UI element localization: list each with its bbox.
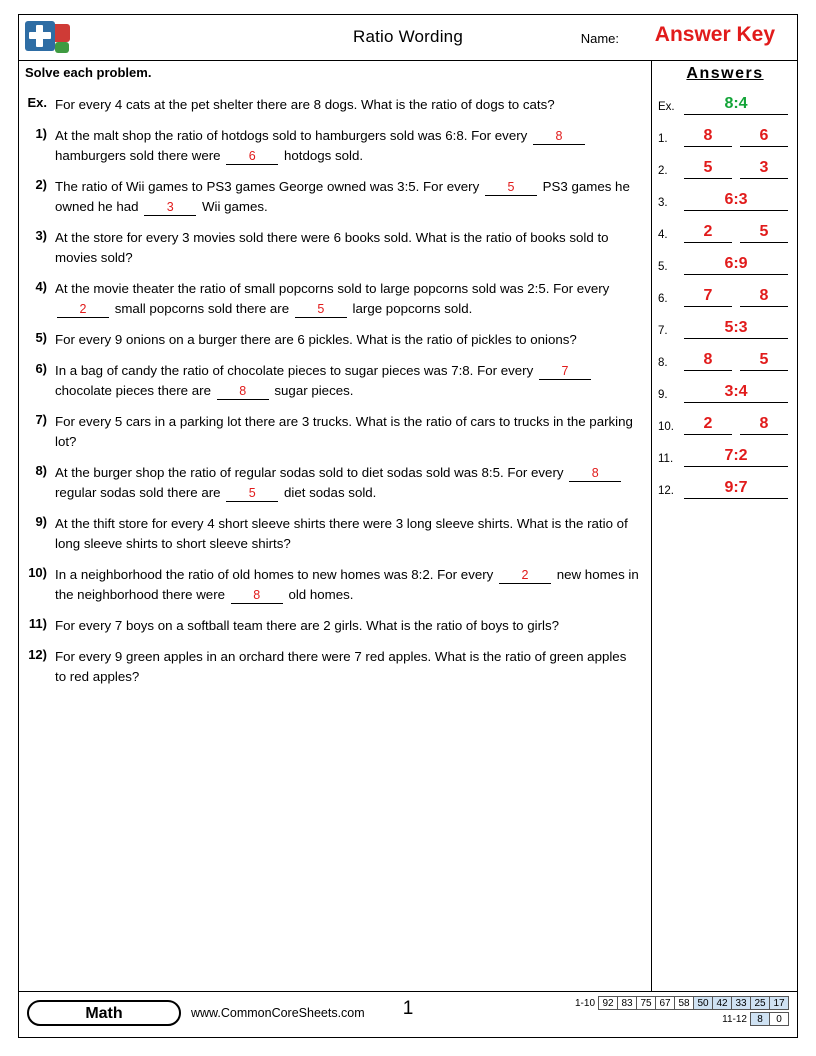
answer-row-label: 10. — [658, 421, 674, 433]
answer-blank[interactable]: 2 — [499, 568, 551, 584]
problem-number: Ex. — [27, 95, 47, 110]
grading-scale-cell: 92 — [598, 996, 618, 1010]
problem-text-segment: In a bag of candy the ratio of chocolate pieces to sugar pieces was 7:8. For every — [55, 363, 534, 378]
problem-text — [55, 126, 641, 166]
answer-value[interactable]: 8 — [740, 414, 788, 435]
answer-row-label: Ex. — [658, 101, 675, 113]
problem-item — [25, 452, 641, 503]
instructions: Solve each problem. — [25, 65, 152, 80]
worksheet-footer — [19, 991, 797, 1036]
problem-text — [55, 228, 641, 268]
answer-row — [658, 179, 788, 211]
problem-text — [55, 279, 641, 319]
name-label: Name: — [580, 31, 619, 46]
problem-text-segment: In a neighborhood the ratio of old homes to new homes was 8:2. For every — [55, 567, 494, 582]
answers-list — [652, 83, 798, 499]
grading-scale-range-label: 1-10 — [574, 997, 595, 1009]
answer-value[interactable]: 5 — [740, 222, 788, 243]
problem-text — [55, 412, 641, 452]
grading-scale-cell: 0 — [769, 1012, 789, 1026]
answer-row-label: 7. — [658, 325, 668, 337]
problem-number: 4) — [35, 279, 47, 294]
answer-blank[interactable]: 8 — [569, 466, 621, 482]
grading-scale-cell: 83 — [617, 996, 637, 1010]
problem-text-segment: hotdogs sold. — [283, 148, 364, 163]
answer-row — [658, 339, 788, 371]
problem-text-segment: For every 9 onions on a burger there are 6 pickles. What is the ratio of pickles to onions? — [55, 332, 577, 347]
answer-value-pair — [684, 158, 788, 179]
answer-row — [658, 147, 788, 179]
answer-value-pair — [684, 126, 788, 147]
problem-text-segment: Wii games. — [201, 199, 268, 214]
grading-scale-row — [561, 996, 789, 1010]
answer-row — [658, 275, 788, 307]
problem-text-segment: At the thift store for every 4 short sleeve shirts there were 3 long sleeve shirts. What is the ratio of long sleeve shirts to short sleeve shirts? — [55, 516, 628, 551]
problem-text-segment: new homes in the neighborhood there were — [55, 567, 639, 602]
answer-row — [658, 243, 788, 275]
answer-blank[interactable]: 5 — [295, 302, 347, 318]
problem-item — [25, 166, 641, 217]
problem-text-segment: At the burger shop the ratio of regular sodas sold to diet sodas sold was 8:5. For every — [55, 465, 564, 480]
answer-key-label: Answer Key — [654, 23, 775, 46]
answer-value-pair — [684, 286, 788, 307]
worksheet-header — [19, 15, 797, 61]
answer-value[interactable]: 6:3 — [684, 190, 788, 211]
problem-item — [25, 401, 641, 452]
grading-scale-cell: 50 — [693, 996, 713, 1010]
problem-text-segment: For every 9 green apples in an orchard there were 7 red apples. What is the ratio of green apples to red apples? — [55, 649, 627, 684]
answer-value[interactable]: 8 — [684, 350, 732, 371]
answer-value[interactable]: 6 — [740, 126, 788, 147]
answer-value[interactable]: 6:9 — [684, 254, 788, 275]
problem-number: 6) — [35, 361, 47, 376]
problem-item — [25, 605, 641, 636]
answer-blank[interactable]: 5 — [485, 180, 537, 196]
problem-item — [25, 84, 641, 115]
answer-value[interactable]: 5:3 — [684, 318, 788, 339]
problem-text — [55, 565, 641, 605]
answer-row — [658, 435, 788, 467]
answer-blank[interactable]: 6 — [226, 149, 278, 165]
answer-row — [658, 115, 788, 147]
problem-text-segment: chocolate pieces there are — [55, 383, 211, 398]
answer-row-label: 12. — [658, 485, 674, 497]
problem-item — [25, 503, 641, 554]
problem-number: 9) — [35, 514, 47, 529]
grading-scale-cell: 67 — [655, 996, 675, 1010]
problem-text — [55, 361, 641, 401]
answer-value[interactable]: 5 — [740, 350, 788, 371]
answer-row — [658, 211, 788, 243]
grading-scale-cell: 25 — [750, 996, 770, 1010]
grading-scale-cell: 33 — [731, 996, 751, 1010]
problem-number: 5) — [35, 330, 47, 345]
answer-value[interactable]: 8 — [684, 126, 732, 147]
answer-blank[interactable]: 2 — [57, 302, 109, 318]
answer-row — [658, 467, 788, 499]
grading-scale — [561, 996, 789, 1028]
problem-number: 3) — [35, 228, 47, 243]
answer-row-label: 1. — [658, 133, 668, 145]
site-url: www.CommonCoreSheets.com — [191, 1006, 365, 1020]
problem-text-segment: sugar pieces. — [274, 383, 354, 398]
problem-text — [55, 177, 641, 217]
page-title: Ratio Wording — [352, 27, 463, 46]
answer-value[interactable]: 8 — [740, 286, 788, 307]
problems-list — [19, 84, 651, 687]
answer-row-label: 2. — [658, 165, 668, 177]
answer-value-pair — [684, 414, 788, 435]
problem-text-segment: For every 4 cats at the pet shelter there are 8 dogs. What is the ratio of dogs to cats? — [55, 97, 555, 112]
answer-row-label: 8. — [658, 357, 668, 369]
problem-item — [25, 636, 641, 687]
answer-row-label: 5. — [658, 261, 668, 273]
problem-number: 12) — [28, 647, 47, 662]
problem-item — [25, 319, 641, 350]
answer-value[interactable]: 7:2 — [684, 446, 788, 467]
answer-row-label: 11. — [658, 453, 674, 465]
problem-number: 1) — [35, 126, 47, 141]
answer-value[interactable]: 7 — [684, 286, 732, 307]
grading-scale-cell: 75 — [636, 996, 656, 1010]
grading-scale-range-label: 11-12 — [722, 1013, 747, 1025]
grading-scale-cell: 8 — [750, 1012, 770, 1026]
answer-value[interactable]: 2 — [684, 414, 732, 435]
problem-text-segment: regular sodas sold there are — [55, 485, 221, 500]
problems-column — [19, 61, 651, 687]
answer-value-pair — [684, 350, 788, 371]
problem-text-segment: At the store for every 3 movies sold there were 6 books sold. What is the ratio of books sold to movies sold? — [55, 230, 609, 265]
problem-item — [25, 554, 641, 605]
answer-value[interactable]: 3:4 — [684, 382, 788, 403]
problem-number: 10) — [28, 565, 47, 580]
answer-row — [658, 403, 788, 435]
problem-number: 7) — [35, 412, 47, 427]
grading-scale-cell: 58 — [674, 996, 694, 1010]
answer-blank[interactable]: 7 — [539, 364, 591, 380]
answer-blank[interactable]: 8 — [217, 384, 269, 400]
page-number: 1 — [402, 998, 414, 1019]
worksheet-body — [19, 61, 797, 991]
answer-row — [658, 371, 788, 403]
answer-value[interactable]: 5 — [684, 158, 732, 179]
answer-blank[interactable]: 5 — [226, 486, 278, 502]
answer-row — [658, 83, 788, 115]
problem-text-segment: PS3 games he owned he had — [55, 179, 630, 214]
answer-blank[interactable]: 3 — [144, 200, 196, 216]
problem-text-segment: For every 7 boys on a softball team there are 2 girls. What is the ratio of boys to girls? — [55, 618, 560, 633]
problem-text-segment: At the malt shop the ratio of hotdogs sold to hamburgers sold was 6:8. For every — [55, 128, 528, 143]
problem-text — [55, 330, 641, 350]
answer-row-label: 9. — [658, 389, 668, 401]
problem-text-segment: small popcorns sold there are — [114, 301, 290, 316]
answers-column — [652, 61, 798, 499]
problem-item — [25, 268, 641, 319]
problem-text-segment: The ratio of Wii games to PS3 games George owned was 3:5. For every — [55, 179, 480, 194]
problem-text-segment: large popcorns sold. — [352, 301, 473, 316]
problem-text — [55, 647, 641, 687]
problem-text — [55, 616, 641, 636]
answer-row — [658, 307, 788, 339]
grading-scale-row — [561, 1012, 789, 1026]
answers-title: Answers — [686, 65, 764, 82]
answer-row-label: 4. — [658, 229, 668, 241]
problem-text-segment: diet sodas sold. — [283, 485, 377, 500]
grading-scale-cell: 42 — [712, 996, 732, 1010]
answer-value[interactable]: 8:4 — [684, 94, 788, 115]
answer-blank[interactable]: 8 — [231, 588, 283, 604]
problem-text-segment: At the movie theater the ratio of small popcorns sold to large popcorns sold was 2:5. For every — [55, 281, 610, 296]
subject-badge: Math — [27, 1000, 181, 1026]
problem-item — [25, 115, 641, 166]
answer-value-pair — [684, 222, 788, 243]
problem-text-segment: old homes. — [288, 587, 354, 602]
answer-row-label: 6. — [658, 293, 668, 305]
worksheet-page — [18, 14, 798, 1038]
problem-number: 8) — [35, 463, 47, 478]
problem-text — [55, 514, 641, 554]
problem-number: 2) — [35, 177, 47, 192]
problem-text — [55, 95, 641, 115]
problem-text-segment: hamburgers sold there were — [55, 148, 221, 163]
grading-scale-cell: 17 — [769, 996, 789, 1010]
problem-text — [55, 463, 641, 503]
problem-item — [25, 217, 641, 268]
answer-value[interactable]: 9:7 — [684, 478, 788, 499]
problem-number: 11) — [28, 616, 47, 631]
answer-row-label: 3. — [658, 197, 668, 209]
problem-item — [25, 350, 641, 401]
problem-text-segment: For every 5 cars in a parking lot there are 3 trucks. What is the ratio of cars to trucks in the parking lot? — [55, 414, 633, 449]
answer-value[interactable]: 2 — [684, 222, 732, 243]
answer-blank[interactable]: 8 — [533, 129, 585, 145]
answer-value[interactable]: 3 — [740, 158, 788, 179]
